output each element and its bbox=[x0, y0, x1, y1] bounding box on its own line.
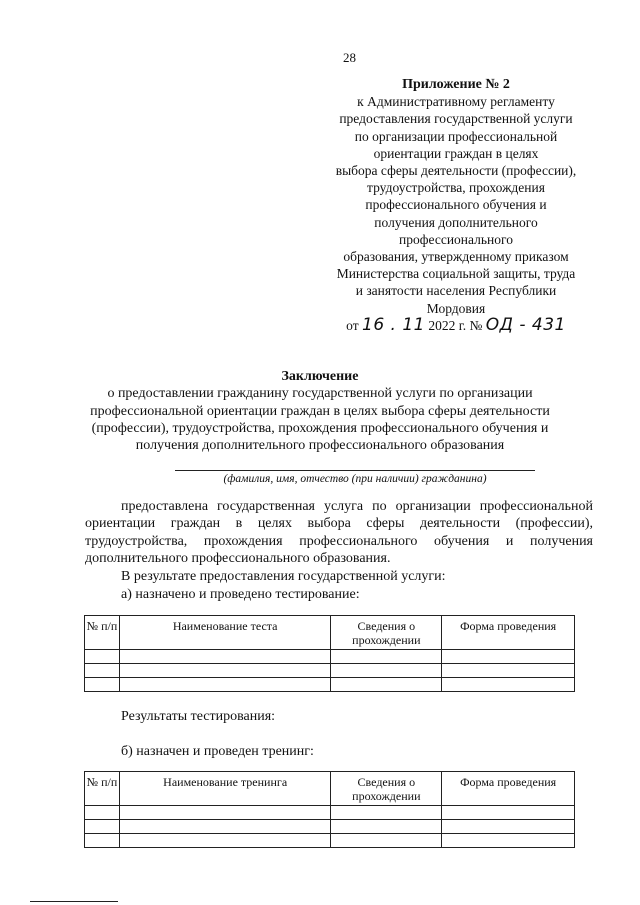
table-row bbox=[85, 678, 575, 692]
appendix-line: и занятости населения Республики bbox=[355, 283, 557, 299]
service-paragraph: предоставлена государственная услуга по организации профессиональной ориентации граждан в целях выбора сферы деятельности (профессии), трудоустройства, прохождения профессионального обучения и получения дополнительного профессионального образования. bbox=[85, 499, 593, 567]
table-cell bbox=[331, 820, 442, 834]
conclusion-heading bbox=[80, 368, 560, 454]
conclusion-line: получения дополнительного профессионального образования bbox=[135, 438, 505, 454]
col-completion-header: Сведения о прохождении bbox=[331, 772, 442, 806]
table-cell bbox=[85, 806, 120, 820]
appendix-line: профессионального обучения и bbox=[365, 197, 547, 213]
table-header-row bbox=[85, 616, 575, 650]
appendix-line: выбора сферы деятельности (профессии), bbox=[335, 163, 577, 179]
handwritten-date: 16 . 11 bbox=[362, 314, 425, 335]
training-table bbox=[84, 771, 575, 848]
page-number: 28 bbox=[343, 50, 356, 65]
table-cell bbox=[442, 820, 575, 834]
conclusion-line: профессиональной ориентации граждан в целях выбора сферы деятельности bbox=[90, 403, 550, 419]
conclusion-line: (профессии), трудоустройства, прохождения профессионального обучения и bbox=[91, 420, 549, 436]
table-cell bbox=[442, 834, 575, 848]
table-cell bbox=[119, 820, 331, 834]
date-year: 2022 г. № bbox=[428, 317, 483, 333]
result-intro: В результате предоставления государственной услуги: bbox=[121, 569, 446, 584]
appendix-line: к Административному регламенту bbox=[357, 94, 555, 110]
appendix-line: образования, утвержденному приказом bbox=[343, 249, 569, 265]
table-header-row bbox=[85, 772, 575, 806]
table-cell bbox=[119, 678, 331, 692]
table-cell bbox=[442, 678, 575, 692]
table-cell bbox=[85, 834, 120, 848]
order-date-line bbox=[320, 314, 592, 335]
appendix-line: профессионального bbox=[399, 231, 513, 247]
table-row bbox=[85, 820, 575, 834]
table-cell bbox=[331, 664, 442, 678]
table-cell bbox=[442, 806, 575, 820]
appendix-line: трудоустройства, прохождения bbox=[367, 180, 545, 196]
item-b: б) назначен и проведен тренинг: bbox=[121, 744, 314, 759]
table-row bbox=[85, 650, 575, 664]
appendix-line: Министерства социальной защиты, труда bbox=[336, 266, 576, 282]
col-form-header: Форма проведения bbox=[442, 616, 575, 650]
col-form-header: Форма проведения bbox=[442, 772, 575, 806]
table-cell bbox=[119, 650, 331, 664]
item-a: а) назначено и проведено тестирование: bbox=[121, 587, 360, 602]
table-cell bbox=[331, 650, 442, 664]
appendix-line: по организации профессиональной bbox=[354, 128, 558, 144]
table-cell bbox=[331, 678, 442, 692]
test-results-label: Результаты тестирования: bbox=[121, 709, 276, 724]
table-cell bbox=[442, 664, 575, 678]
fio-underline bbox=[175, 470, 535, 471]
appendix-line: Мордовия bbox=[426, 300, 486, 316]
col-completion-header: Сведения о прохождении bbox=[331, 616, 442, 650]
appendix-title: Приложение № 2 bbox=[402, 77, 510, 92]
table-row bbox=[85, 806, 575, 820]
table-cell bbox=[119, 834, 331, 848]
testing-table bbox=[84, 615, 575, 692]
table-cell bbox=[442, 650, 575, 664]
handwritten-order-number: ОД - 431 bbox=[485, 314, 566, 335]
appendix-line: получения дополнительного bbox=[374, 214, 538, 230]
table-cell bbox=[85, 664, 120, 678]
col-number-header: № п/п bbox=[85, 616, 120, 650]
footnote-separator bbox=[30, 901, 118, 902]
table-row bbox=[85, 664, 575, 678]
table-cell bbox=[85, 650, 120, 664]
table-cell bbox=[331, 806, 442, 820]
date-prefix: от bbox=[346, 317, 359, 333]
conclusion-title: Заключение bbox=[281, 369, 359, 384]
table-row bbox=[85, 834, 575, 848]
fio-caption: (фамилия, имя, отчество (при наличии) гражданина) bbox=[223, 473, 487, 485]
col-number-header: № п/п bbox=[85, 772, 120, 806]
table-cell bbox=[119, 806, 331, 820]
appendix-block bbox=[320, 76, 592, 334]
conclusion-line: о предоставлении гражданину государственной услуги по организации bbox=[107, 386, 533, 402]
body-paragraph bbox=[85, 498, 593, 568]
col-test-name-header: Наименование теста bbox=[119, 616, 331, 650]
appendix-line: ориентации граждан в целях bbox=[373, 145, 539, 161]
col-training-name-header: Наименование тренинга bbox=[119, 772, 331, 806]
table-cell bbox=[119, 664, 331, 678]
table-cell bbox=[85, 820, 120, 834]
appendix-line: предоставления государственной услуги bbox=[339, 111, 573, 127]
table-cell bbox=[85, 678, 120, 692]
table-cell bbox=[331, 834, 442, 848]
